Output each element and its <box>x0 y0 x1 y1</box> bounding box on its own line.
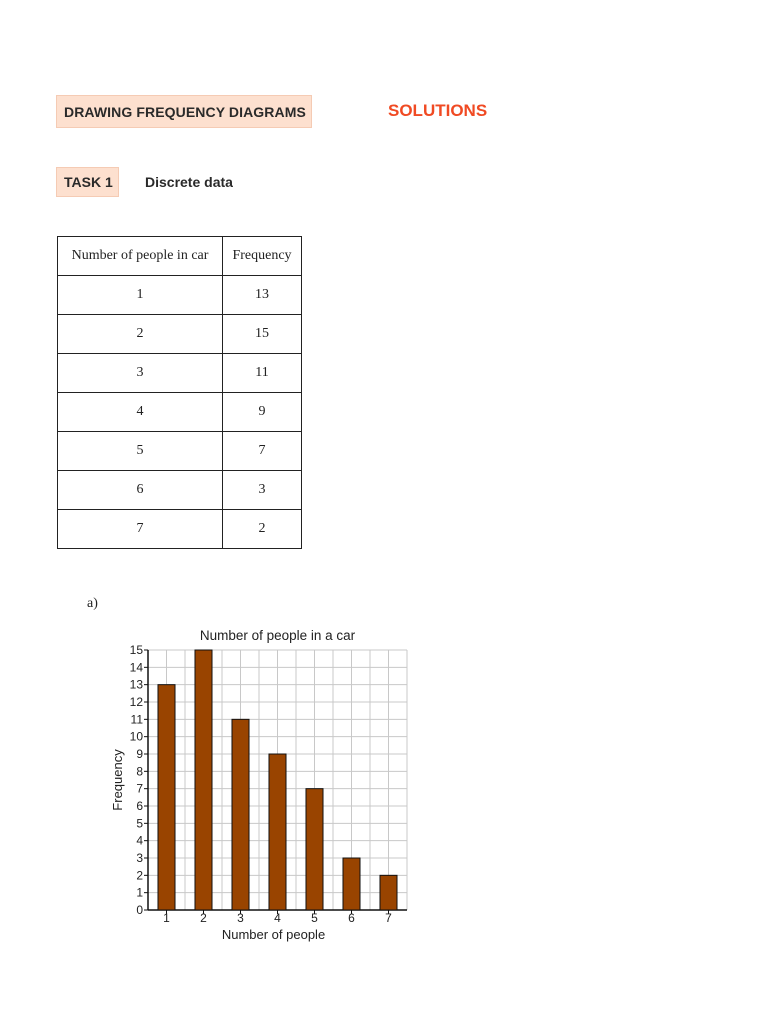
frequency-bar-chart <box>100 620 420 950</box>
x-axis-label: Number of people <box>221 927 326 942</box>
table-cell: 2 <box>223 510 302 549</box>
y-tick-label: 1 <box>136 885 143 900</box>
table-row <box>58 471 302 510</box>
y-tick-label: 6 <box>136 799 143 813</box>
table-row <box>58 276 302 315</box>
y-tick-label: 0 <box>136 903 143 917</box>
y-tick-label: 2 <box>136 868 143 883</box>
chart-title: Number of people in a car <box>199 628 356 643</box>
frequency-table <box>57 236 302 549</box>
y-tick-label: 3 <box>136 851 143 865</box>
table-cell: 3 <box>58 354 223 393</box>
bar <box>306 789 323 910</box>
table-cell: 5 <box>58 432 223 471</box>
table-cell: 13 <box>223 276 302 315</box>
y-tick-label: 12 <box>129 695 143 709</box>
bar <box>269 754 286 910</box>
y-tick-label: 4 <box>136 833 143 848</box>
worksheet-title-box <box>56 95 312 128</box>
table-row <box>58 393 302 432</box>
y-axis-label: Frequency <box>110 749 125 811</box>
table-header-cell: Number of people in car <box>58 237 223 276</box>
x-tick-label: 4 <box>274 911 281 925</box>
table-cell: 11 <box>223 354 302 393</box>
table-cell: 7 <box>58 510 223 549</box>
table-header-cell: Frequency <box>223 237 302 276</box>
table-cell: 4 <box>58 393 223 432</box>
x-tick-label: 3 <box>237 911 244 925</box>
bar <box>380 875 397 910</box>
x-tick-label: 6 <box>348 911 355 925</box>
y-tick-label: 7 <box>136 781 143 796</box>
y-tick-label: 15 <box>129 643 143 657</box>
solutions-label: SOLUTIONS <box>388 101 488 120</box>
y-tick-label: 10 <box>129 729 143 744</box>
x-tick-label: 5 <box>311 911 318 925</box>
x-tick-label: 7 <box>385 911 392 925</box>
table-cell: 1 <box>58 276 223 315</box>
y-tick-label: 9 <box>136 747 143 761</box>
worksheet-title: DRAWING FREQUENCY DIAGRAMS <box>64 103 306 120</box>
bar <box>343 858 360 910</box>
table-cell: 6 <box>58 471 223 510</box>
bar <box>158 685 175 910</box>
task-label-box <box>56 167 119 197</box>
table-header-row <box>58 237 302 276</box>
x-tick-label: 1 <box>163 911 170 925</box>
table-cell: 7 <box>223 432 302 471</box>
table-row <box>58 510 302 549</box>
y-tick-label: 11 <box>130 712 143 727</box>
y-tick-label: 14 <box>129 660 143 675</box>
bar <box>195 650 212 910</box>
y-tick-label: 5 <box>136 816 143 831</box>
y-tick-label: 8 <box>136 764 143 779</box>
table-row <box>58 432 302 471</box>
table-cell: 3 <box>223 471 302 510</box>
table-cell: 2 <box>58 315 223 354</box>
x-tick-label: 2 <box>200 911 207 925</box>
bar <box>232 719 249 910</box>
part-label: a) <box>87 596 98 611</box>
table-row <box>58 354 302 393</box>
y-tick-label: 13 <box>129 677 143 692</box>
task-description: Discrete data <box>145 174 233 190</box>
task-label: TASK 1 <box>64 174 113 190</box>
table-cell: 9 <box>223 393 302 432</box>
table-cell: 15 <box>223 315 302 354</box>
table-row <box>58 315 302 354</box>
